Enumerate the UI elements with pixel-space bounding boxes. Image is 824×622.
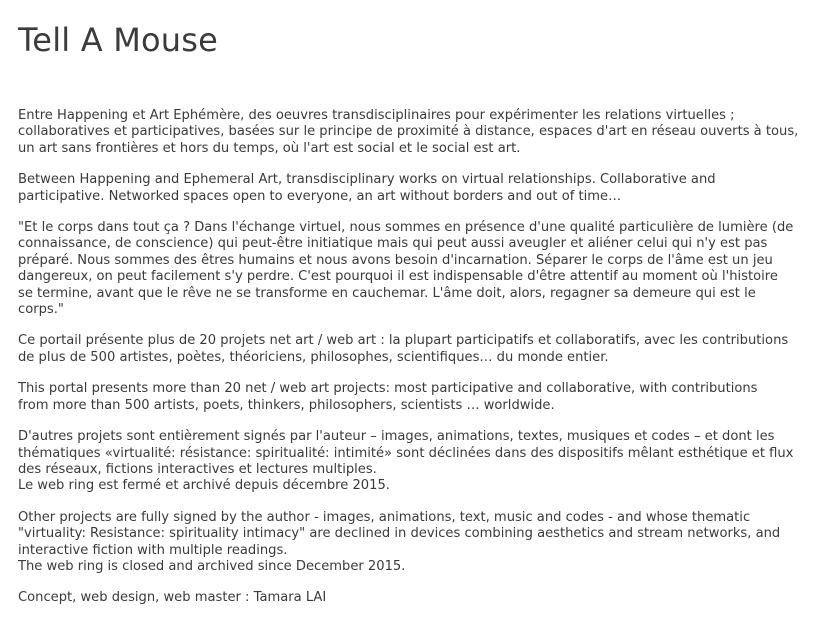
paragraph-line: un art sans frontières et hors du temps, où l'art est social et le social est art. — [18, 140, 521, 156]
paragraph-line: dangereux, on peut facilement s'y perdre. C'est pourquoi il est indispensable d'être attentif au moment où l'histoire — [18, 269, 778, 285]
paragraph-line: D'autres projets sont entièrement signés par l'auteur – images, animations, textes, musiques et codes – et dont les — [18, 429, 775, 445]
paragraph-line: from more than 500 artists, poets, thinkers, philosophers, scientists … worldwide. — [18, 397, 555, 413]
paragraph-line: se termine, avant que le rêve ne se transforme en cauchemar. L'âme doit, alors, regagner sa demeure qui est le — [18, 285, 756, 301]
paragraph-line: connaissance, de conscience) qui peut-être initiatique mais qui peut aussi aveugler et aliéner celui qui n'y est pas — [18, 236, 768, 252]
paragraph-line: "virtuality: Resistance: spirituality intimacy" are declined in devices combining aesthetics and stream networks, and — [18, 526, 781, 542]
paragraph-line: des réseaux, fictions interactives et lectures multiples. — [18, 461, 377, 477]
paragraph-line: interactive fiction with multiple readings. — [18, 542, 288, 558]
paragraph-line: thématiques «virtualité: résistance: spiritualité: intimité» sont déclinées dans des dispositifs mêlant esthétique et flux — [18, 445, 794, 461]
paragraph-line: Ce portail présente plus de 20 projets net art / web art : la plupart participatifs et collaboratifs, avec les contributions — [18, 333, 789, 349]
content — [18, 108, 818, 607]
paragraph-line: de plus de 500 artistes, poètes, théoriciens, philosophes, scientifiques… du monde entier. — [18, 349, 609, 365]
paragraph-line: Between Happening and Ephemeral Art, transdisciplinary works on virtual relationships. Collaborative and — [18, 172, 716, 188]
paragraph-line: Le web ring est fermé et archivé depuis décembre 2015. — [18, 478, 390, 494]
paragraph-line: préparé. Nous sommes des êtres humains et nous avons besoin d'incarnation. Séparer le corps de l'âme est un jeu — [18, 252, 773, 268]
paragraph-line: "Et le corps dans tout ça ? Dans l'échange virtuel, nous sommes en présence d'une qualité particulière de lumière (de — [18, 220, 794, 236]
credits-line: Concept, web design, web master : Tamara LAI — [18, 590, 327, 606]
paragraph-projects-en — [18, 510, 818, 576]
paragraph-line: The web ring is closed and archived since December 2015. — [18, 558, 406, 574]
paragraph-line: Entre Happening et Art Ephémère, des oeuvres transdisciplinaires pour expérimenter les relations virtuelles ; — [18, 108, 735, 123]
paragraph-portal-fr — [18, 333, 818, 366]
page-title: Tell A Mouse — [18, 21, 219, 59]
paragraph-line: collaboratives et participatives, basées sur le principe de proximité à distance, espaces d'art en réseau ouverts à tous, — [18, 124, 799, 140]
paragraph-projects-fr — [18, 429, 818, 495]
paragraph-line: This portal presents more than 20 net / web art projects: most participative and collaborative, with contributions — [18, 381, 758, 397]
paragraph-line: participative. Networked spaces open to everyone, an art without borders and out of time… — [18, 188, 622, 204]
paragraph-line: corps." — [18, 302, 64, 318]
paragraph-intro-fr — [18, 108, 818, 157]
paragraph-quote — [18, 220, 818, 318]
paragraph-portal-en — [18, 381, 818, 414]
paragraph-credits — [18, 590, 818, 606]
paragraph-line: Other projects are fully signed by the author - images, animations, text, music and codes - and whose thematic — [18, 509, 751, 525]
page — [18, 0, 818, 622]
paragraph-intro-en — [18, 172, 818, 205]
